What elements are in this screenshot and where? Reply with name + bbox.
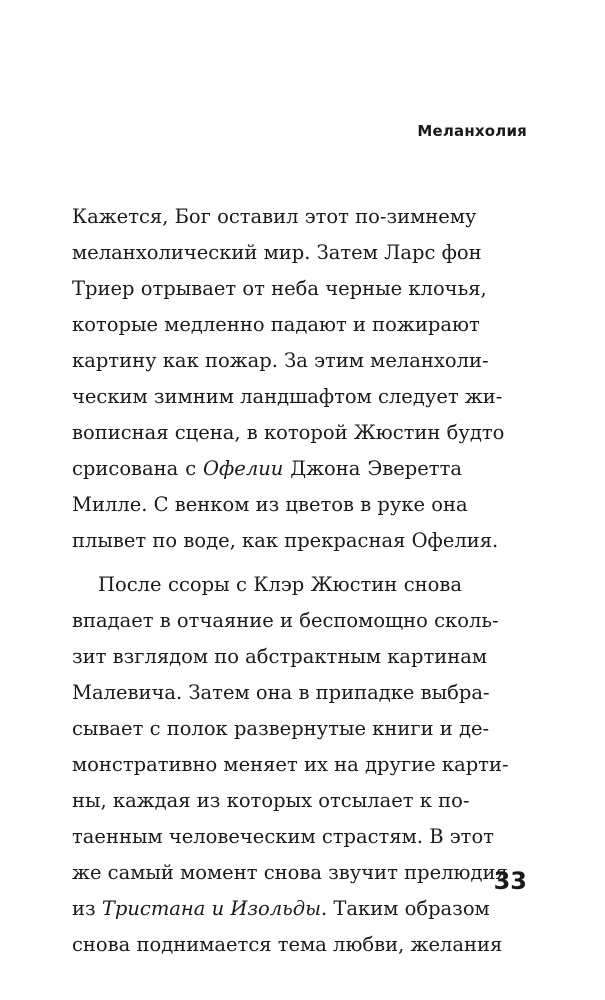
text-line: снова поднимается тема любви, желания: [72, 933, 503, 956]
text-line: таенным человеческим страстям. В этот: [72, 825, 494, 848]
italic-title-tristan: Тристана и Изольды: [101, 897, 322, 920]
running-header-title: Меланхолия: [417, 122, 527, 140]
paragraph-2: [72, 567, 509, 963]
text-line: которые медленно падают и пожирают: [72, 313, 480, 336]
text-line: картину как пожар. За этим меланхоли-: [72, 349, 489, 372]
text-line: срисована с Офелии Джона Эверетта: [72, 457, 462, 480]
paragraph-1: [72, 199, 505, 559]
text-line: Кажется, Бог оставил этот по-зимнему: [72, 205, 477, 228]
text-line: же самый момент снова звучит прелюдия: [72, 861, 508, 884]
text-line: ны, каждая из которых отсылает к по-: [72, 789, 470, 812]
body-text: [72, 199, 509, 963]
text-line: После ссоры с Клэр Жюстин снова: [98, 573, 462, 596]
text-line: из Тристана и Изольды. Таким образом: [72, 897, 490, 920]
text-line: монстративно меняет их на другие карти-: [72, 753, 509, 776]
text-line: Триер отрывает от неба черные клочья,: [72, 277, 487, 300]
text-line: зит взглядом по абстрактным картинам: [72, 645, 488, 668]
text-line: вописная сцена, в которой Жюстин будто: [72, 421, 505, 444]
text-line: ческим зимним ландшафтом следует жи-: [72, 385, 503, 408]
text-line: впадает в отчаяние и беспомощно сколь-: [72, 609, 499, 632]
text-line: меланхолический мир. Затем Ларс фон: [72, 241, 482, 264]
text-line: Малевича. Затем она в припадке выбра-: [72, 681, 490, 704]
text-line: сывает с полок развернутые книги и де-: [72, 717, 490, 740]
page-number: 33: [493, 867, 527, 895]
italic-title-ofelia: Офелии: [203, 457, 284, 480]
text-line: плывет по воде, как прекрасная Офелия.: [72, 529, 499, 552]
text-line: Милле. С венком из цветов в руке она: [72, 493, 468, 516]
